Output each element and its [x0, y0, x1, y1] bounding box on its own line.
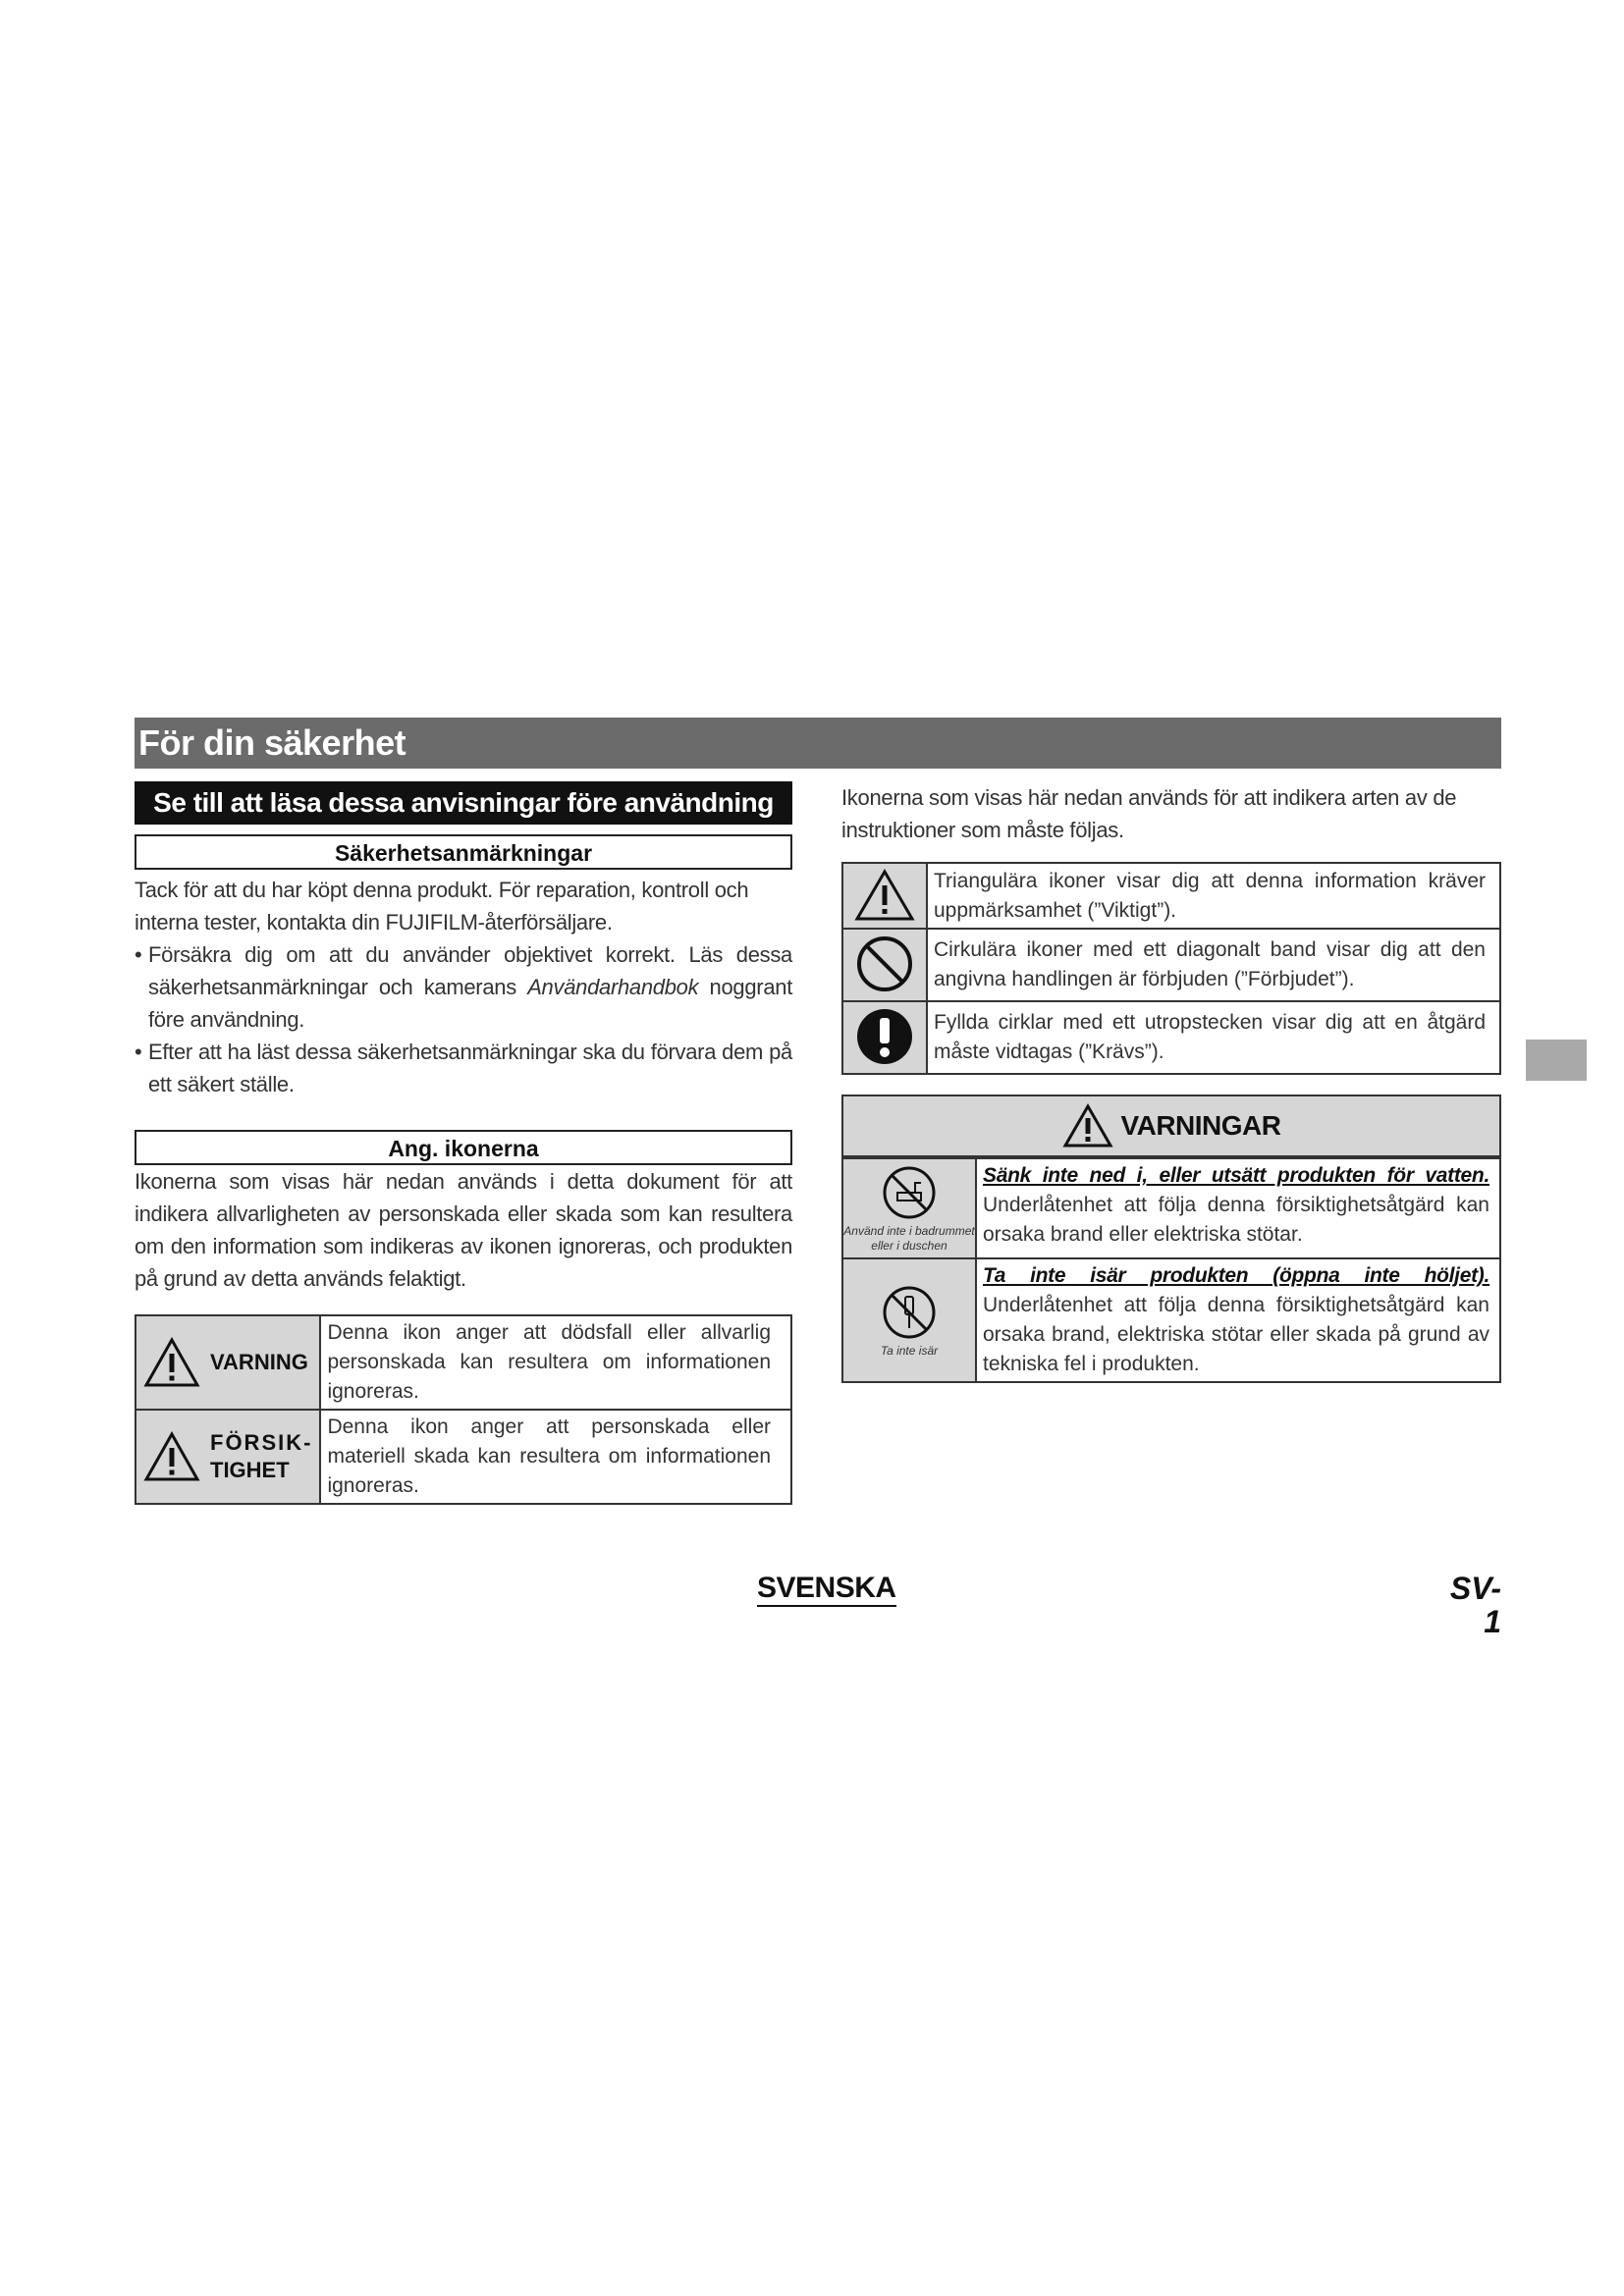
table-row	[135, 1315, 791, 1410]
filled-exclamation-circle-icon	[854, 1006, 915, 1067]
caution-triangle-icon	[143, 1431, 200, 1482]
disassembly-warning-text: Ta inte isär produkten (öppna inte höljet). Underlåtenhet att följa denna försiktighetsåtgärd kan orsaka brand, elektriska stötar eller skada på grund av tekniska fel i produkten.	[983, 1264, 1489, 1375]
table-row	[842, 863, 1500, 929]
warning-label: VARNING	[210, 1350, 308, 1374]
footer-language: SVENSKA	[757, 1572, 896, 1607]
bullet-item: • Försäkra dig om att du använder objektivet korrekt. Läs dessa säkerhetsanmärkningar och kamerans Användarhandbok noggrant före användning.	[135, 942, 793, 1032]
caution-label: FÖRSIK- TIGHET	[210, 1430, 313, 1482]
right-column	[841, 781, 1501, 1383]
triangle-exclamation-icon	[854, 869, 915, 922]
safety-notes-heading: Säkerhetsanmärkningar	[135, 834, 792, 870]
instruction-icons-table	[841, 862, 1501, 1075]
important-icon-description: Triangulära ikoner visar dig att denna information kräver uppmärksamhet (”Viktigt”).	[927, 863, 1500, 929]
intro-paragraph: Tack för att du har köpt denna produkt. För reparation, kontroll och interna tester, kontakta din FUJIFILM-återförsäljare.	[135, 878, 749, 934]
warning-description: Denna ikon anger att dödsfall eller allvarlig personskada kan resultera om informationen ignoreras.	[320, 1315, 791, 1410]
no-water-icon	[880, 1163, 939, 1222]
required-icon-description: Fyllda cirklar med ett utropstecken visar dig att en åtgärd måste vidtagas (”Krävs”).	[927, 1001, 1500, 1074]
manual-title: Användarhandbok	[527, 975, 699, 999]
left-column	[135, 781, 792, 1505]
page-title: För din säkerhet	[135, 718, 1501, 769]
caution-description: Denna ikon anger att personskada eller materiell skada kan resultera om informationen ignoreras.	[320, 1410, 791, 1504]
warnings-box	[841, 1095, 1501, 1383]
no-disassembly-caption: Ta inte isär	[880, 1343, 939, 1358]
warning-item	[843, 1157, 1499, 1257]
instruction-icons-intro: Ikonerna som visas här nedan används för att indikera arten av de instruktioner som måste följas.	[841, 785, 1457, 842]
warning-triangle-icon	[143, 1337, 200, 1388]
read-instructions-banner: Se till att läsa dessa anvisningar före användning	[135, 781, 792, 825]
warnings-header	[843, 1096, 1499, 1157]
prohibited-icon-description: Cirkulära ikoner med ett diagonalt band visar dig att den angivna handlingen är förbjuden (”Förbjudet”).	[927, 929, 1500, 1001]
section-tab	[1526, 1040, 1587, 1081]
table-row	[842, 929, 1500, 1001]
no-disassembly-icon	[880, 1283, 939, 1342]
table-row	[842, 1001, 1500, 1074]
bullet-item: • Efter att ha läst dessa säkerhetsanmärkningar ska du förvara dem på ett säkert ställe.	[135, 1040, 792, 1096]
water-warning-text: Sänk inte ned i, eller utsätt produkten för vatten. Underlåtenhet att följa denna försiktighetsåtgärd kan orsaka brand eller elektriska stötar.	[983, 1164, 1489, 1246]
warning-item	[843, 1257, 1499, 1381]
prohibited-circle-icon	[854, 934, 915, 994]
no-water-caption: Använd inte i badrummet eller i duschen	[843, 1224, 975, 1253]
table-row	[135, 1410, 791, 1504]
warnings-title: VARNINGAR	[1120, 1110, 1281, 1141]
icons-intro-paragraph: Ikonerna som visas här nedan används i detta dokument för att indikera allvarligheten av personskada eller skada som kan resultera om den information som indikeras av ikonen ignoreras, och produkten på grund av detta används felaktigt.	[135, 1169, 792, 1291]
icons-heading: Ang. ikonerna	[135, 1130, 792, 1165]
severity-table	[135, 1314, 792, 1505]
warning-triangle-icon	[1062, 1103, 1113, 1148]
page-number: SV-1	[1449, 1571, 1501, 1639]
